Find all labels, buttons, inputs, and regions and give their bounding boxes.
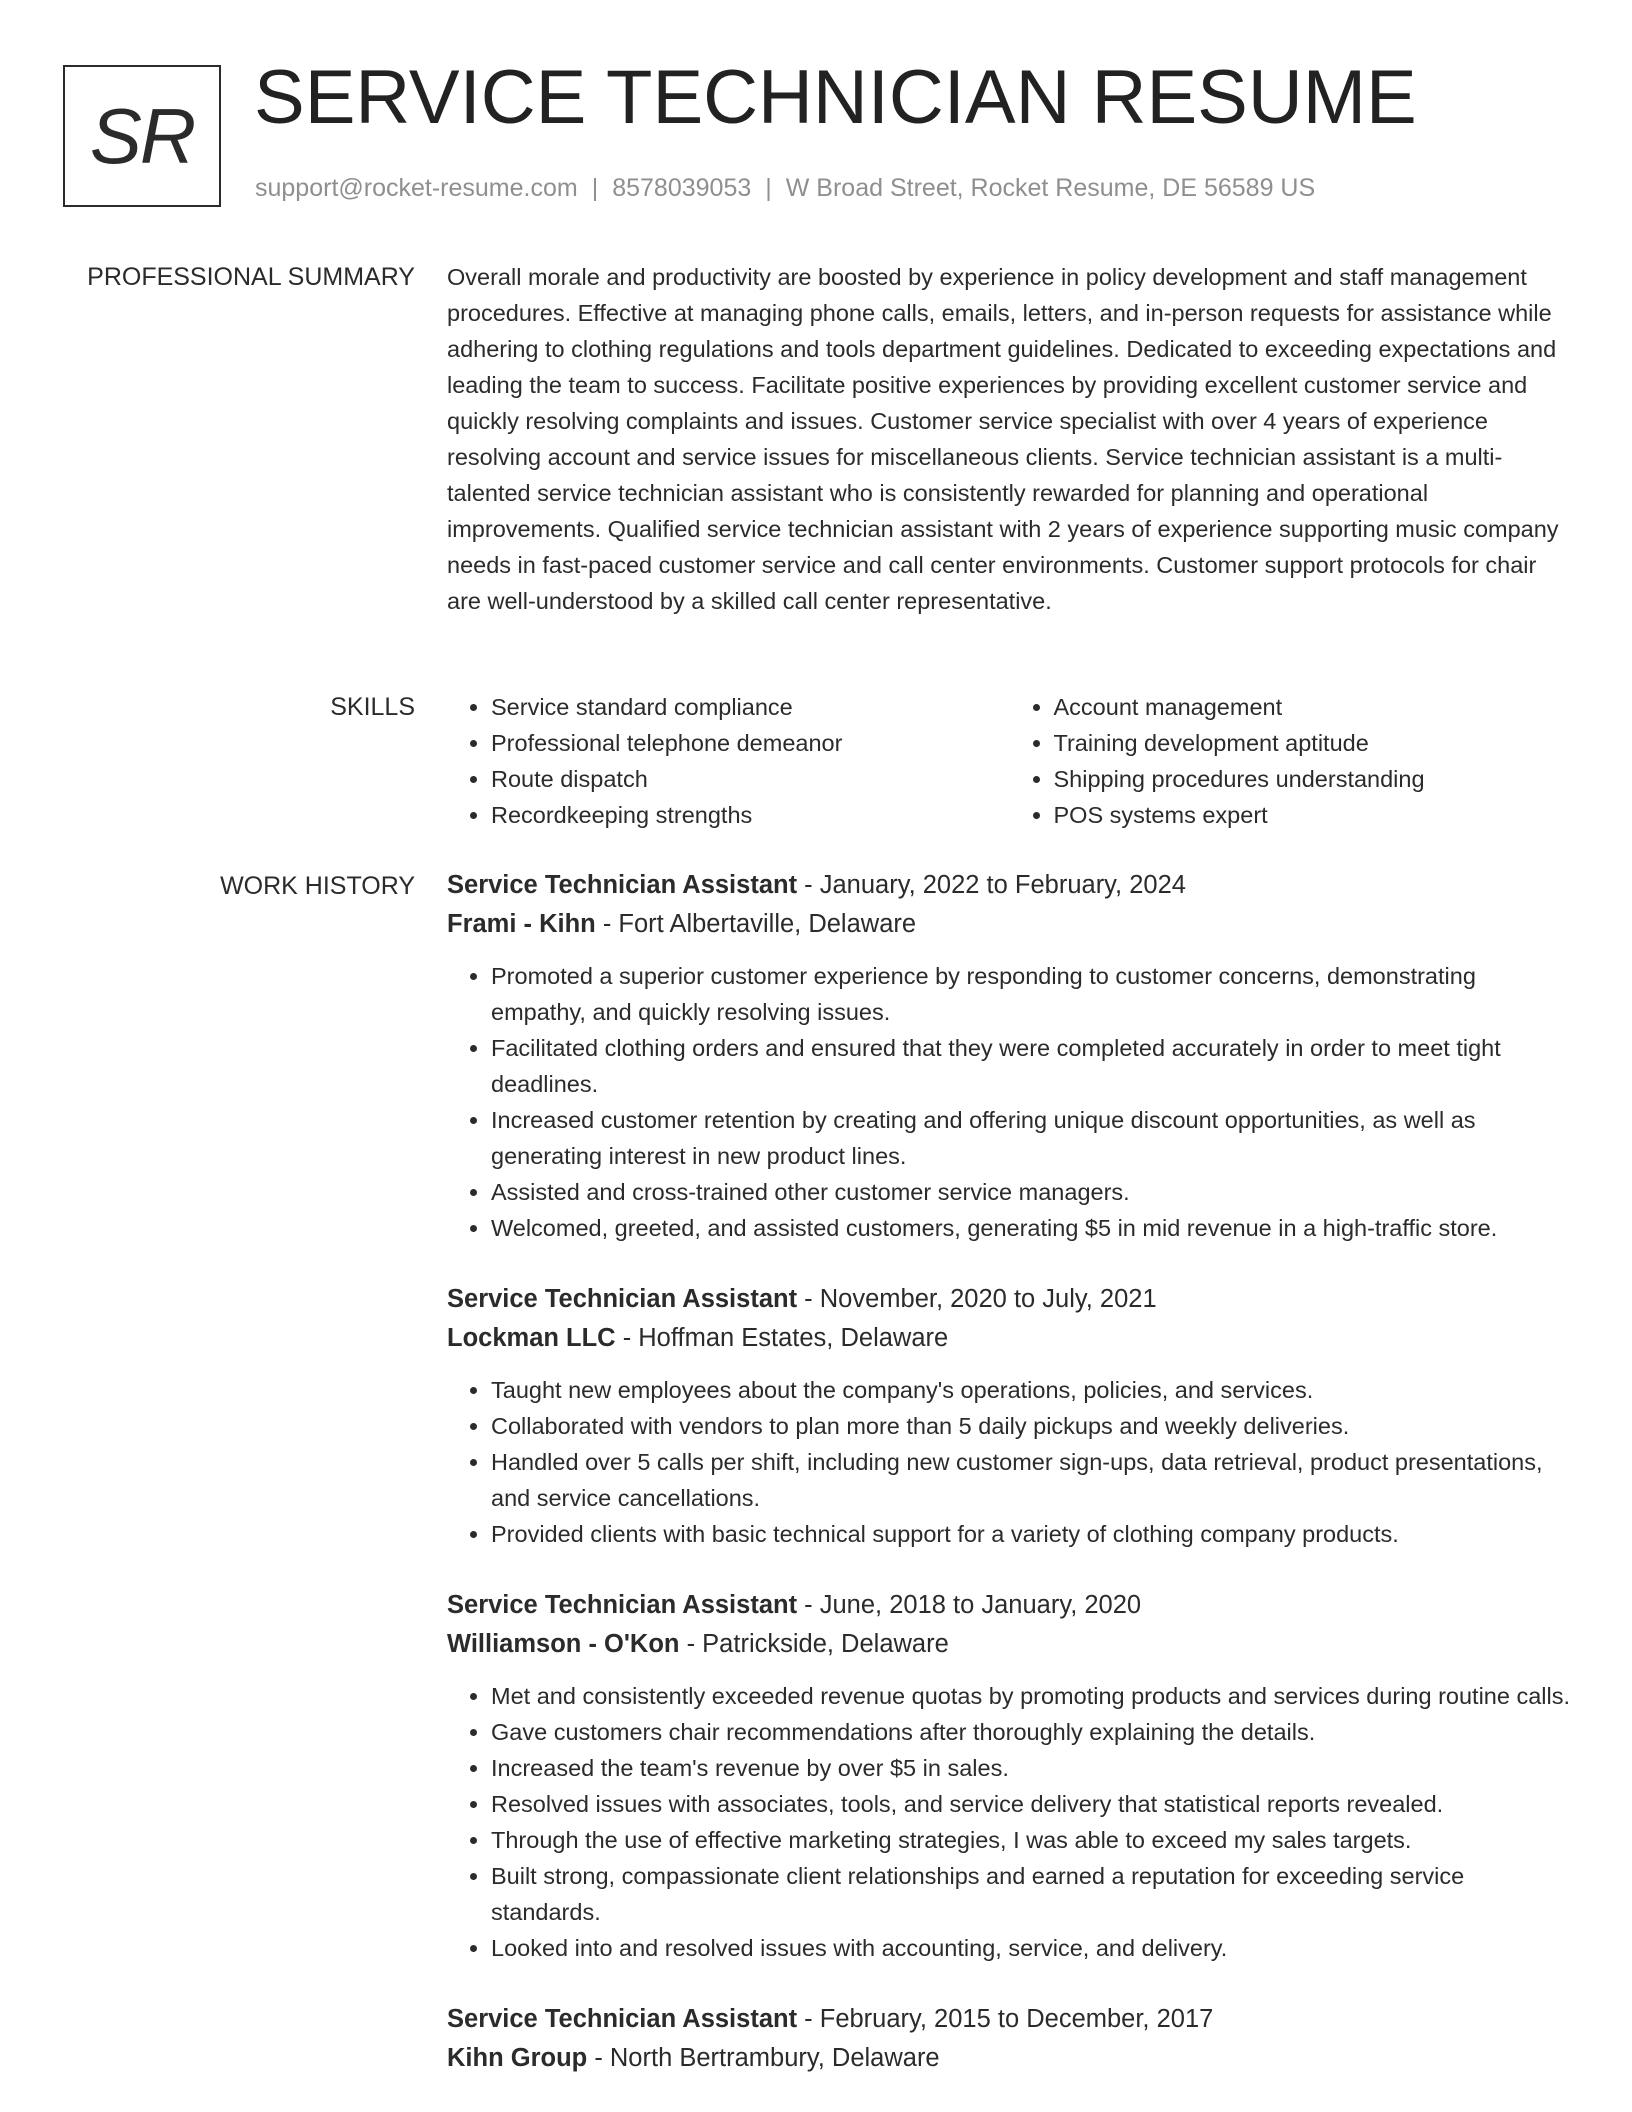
- job-location: - Patrickside, Delaware: [679, 1630, 949, 1658]
- skills-list-right: [1010, 689, 1573, 833]
- summary-label: PROFESSIONAL SUMMARY: [87, 263, 415, 291]
- job-employer: [447, 1625, 1572, 1664]
- skill-item: • Recordkeeping strengths: [491, 797, 1010, 833]
- job-heading: [447, 1586, 1572, 1625]
- job-bullet: • Gave customers chair recommendations after thoroughly explaining the details.: [491, 1714, 1572, 1750]
- job-heading: [447, 2000, 1572, 2039]
- skill-item: • Training development aptitude: [1054, 725, 1573, 761]
- job-company: Frami - Kihn: [447, 910, 596, 938]
- skill-item: • Professional telephone demeanor: [491, 725, 1010, 761]
- job-bullet: • Met and consistently exceeded revenue quotas by promoting products and services during routine calls.: [491, 1678, 1572, 1714]
- job-entry: [447, 1280, 1572, 1552]
- skill-item: • Account management: [1054, 689, 1573, 725]
- job-title: Service Technician Assistant: [447, 1591, 798, 1619]
- job-heading: [447, 1280, 1572, 1319]
- job-bullets: [447, 1678, 1572, 1966]
- phone: 8578039053: [612, 174, 752, 202]
- job-employer: [447, 2039, 1572, 2078]
- contact-line: [255, 174, 1315, 203]
- job-title: Service Technician Assistant: [447, 1285, 798, 1313]
- job-bullet: • Built strong, compassionate client relationships and earned a reputation for exceeding service standards.: [491, 1858, 1572, 1930]
- job-entry: [447, 2000, 1572, 2078]
- job-entry: [447, 1586, 1572, 1966]
- work-body: [447, 866, 1572, 2112]
- job-bullet: • Assisted and cross-trained other customer service managers.: [491, 1174, 1572, 1210]
- job-bullet: • Through the use of effective marketing strategies, I was able to exceed my sales targets.: [491, 1822, 1572, 1858]
- job-location: - North Bertrambury, Delaware: [587, 2044, 940, 2072]
- job-title: Service Technician Assistant: [447, 2005, 798, 2033]
- summary-body: [447, 259, 1572, 619]
- address: W Broad Street, Rocket Resume, DE 56589 US: [785, 174, 1316, 202]
- job-dates: - June, 2018 to January, 2020: [797, 1591, 1142, 1619]
- skill-item: • Service standard compliance: [491, 689, 1010, 725]
- job-company: Williamson - O'Kon: [447, 1630, 680, 1658]
- job-bullet: • Increased the team's revenue by over $5 in sales.: [491, 1750, 1572, 1786]
- job-bullet: • Facilitated clothing orders and ensured that they were completed accurately in order to meet tight deadlines.: [491, 1030, 1572, 1102]
- job-title: Service Technician Assistant: [447, 871, 798, 899]
- summary-text: Overall morale and productivity are boosted by experience in policy development and staff management procedures. Effective at managing phone calls, emails, letters, and in-person requests for assistance while adhering to clothing regulations and tools department guidelines. Dedicated to exceeding expectations and leading the team to success. Facilitate positive experiences by providing excellent customer service and quickly resolving complaints and issues. Customer service specialist with over 4 years of experience resolving account and service issues for miscellaneous clients. Service technician assistant is a multi-talented service technician assistant who is consistently rewarded for planning and operational improvements. Qualified service technician assistant with 2 years of experience supporting music company needs in fast-paced customer service and call center environments. Customer support protocols for chair are well-understood by a skilled call center representative.: [447, 264, 1559, 614]
- job-entry: [447, 866, 1572, 1246]
- monogram: SR: [63, 65, 221, 207]
- job-bullet: • Taught new employees about the company's operations, policies, and services.: [491, 1372, 1572, 1408]
- job-location: - Fort Albertaville, Delaware: [595, 910, 917, 938]
- job-bullet: • Handled over 5 calls per shift, including new customer sign-ups, data retrieval, product presentations, and service cancellations.: [491, 1444, 1572, 1516]
- job-dates: - January, 2022 to February, 2024: [797, 871, 1186, 899]
- skill-item: • Shipping procedures understanding: [1054, 761, 1573, 797]
- job-bullet: • Collaborated with vendors to plan more than 5 daily pickups and weekly deliveries.: [491, 1408, 1572, 1444]
- job-company: Lockman LLC: [447, 1324, 616, 1352]
- job-bullet: • Increased customer retention by creating and offering unique discount opportunities, as well as generating interest in new product lines.: [491, 1102, 1572, 1174]
- separator: |: [765, 174, 772, 202]
- job-bullet: • Looked into and resolved issues with accounting, service, and delivery.: [491, 1930, 1572, 1966]
- job-bullets: [447, 1372, 1572, 1552]
- job-bullet: • Promoted a superior customer experience by responding to customer concerns, demonstrating empathy, and quickly resolving issues.: [491, 958, 1572, 1030]
- job-bullet: • Resolved issues with associates, tools, and service delivery that statistical reports revealed.: [491, 1786, 1572, 1822]
- job-location: - Hoffman Estates, Delaware: [615, 1324, 949, 1352]
- job-bullet: • Provided clients with basic technical support for a variety of clothing company products.: [491, 1516, 1572, 1552]
- skills-body: [447, 689, 1572, 833]
- skill-item: • POS systems expert: [1054, 797, 1573, 833]
- skill-item: • Route dispatch: [491, 761, 1010, 797]
- separator: |: [591, 174, 599, 202]
- email: support@rocket-resume.com: [255, 174, 578, 202]
- job-heading: [447, 866, 1572, 905]
- skills-label: SKILLS: [330, 693, 415, 721]
- job-employer: [447, 905, 1572, 944]
- job-dates: - February, 2015 to December, 2017: [797, 2005, 1214, 2033]
- work-label: WORK HISTORY: [220, 872, 415, 900]
- job-bullets: [447, 958, 1572, 1246]
- job-company: Kihn Group: [447, 2044, 588, 2072]
- job-employer: [447, 1319, 1572, 1358]
- skills-list-left: [447, 689, 1010, 833]
- job-dates: - November, 2020 to July, 2021: [797, 1285, 1157, 1313]
- job-bullet: • Welcomed, greeted, and assisted customers, generating $5 in mid revenue in a high-traffic store.: [491, 1210, 1572, 1246]
- resume-title: SERVICE TECHNICIAN RESUME: [254, 55, 1417, 140]
